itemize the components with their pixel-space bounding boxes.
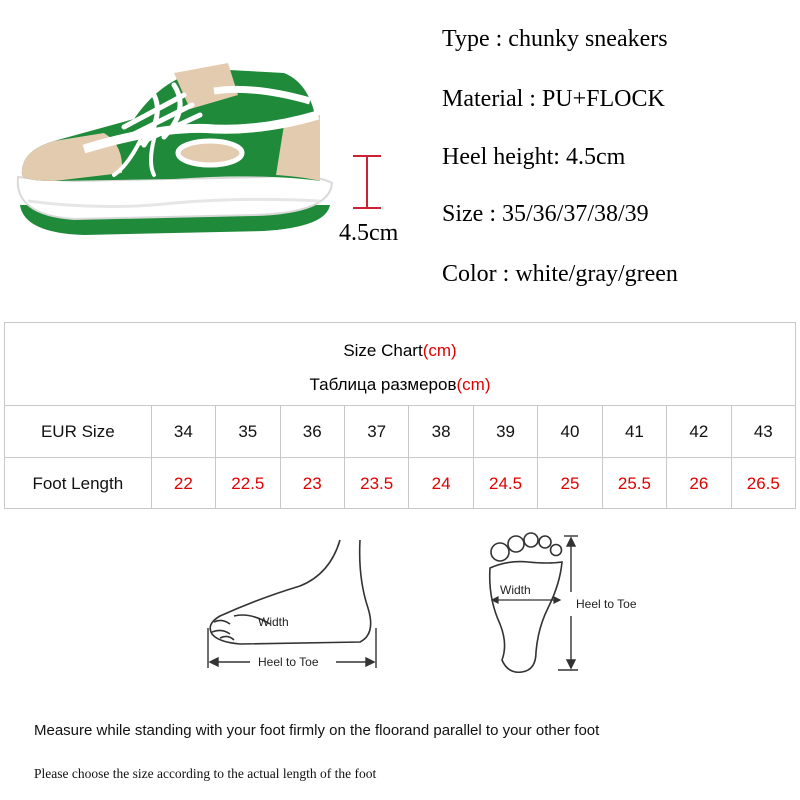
size-chart-title-ru xyxy=(5,375,795,395)
foot-length-cell: 24 xyxy=(408,458,472,509)
foot-length-cell: 26 xyxy=(666,458,730,509)
size-chart-title-unit: (cm) xyxy=(422,341,457,360)
foot-length-cell: 25.5 xyxy=(602,458,666,509)
top-width-label: Width xyxy=(500,583,531,597)
eur-size-cell: 40 xyxy=(537,406,601,458)
heel-height-marker xyxy=(335,150,425,250)
size-chart-table xyxy=(4,322,796,509)
spec-material: Material : PU+FLOCK xyxy=(442,86,665,112)
sneaker-image xyxy=(14,55,340,245)
spec-type: Type : chunky sneakers xyxy=(442,26,668,52)
spec-color: Color : white/gray/green xyxy=(442,261,678,287)
table-row-eur-size xyxy=(5,406,795,458)
side-heel-to-toe-label: Heel to Toe xyxy=(258,655,319,669)
spec-size: Size : 35/36/37/38/39 xyxy=(442,201,649,227)
heel-height-label: 4.5cm xyxy=(339,220,399,246)
eur-size-cell: 41 xyxy=(602,406,666,458)
foot-length-cell: 25 xyxy=(537,458,601,509)
eur-size-cell: 35 xyxy=(215,406,279,458)
size-chart-title xyxy=(5,341,795,361)
measure-instruction: Measure while standing with your foot firmly on the floorand parallel to your other foot xyxy=(34,722,600,739)
top-heel-to-toe-label: Heel to Toe xyxy=(576,597,637,611)
foot-length-cell: 24.5 xyxy=(473,458,537,509)
size-chart-title-ru-text: Таблица размеров xyxy=(309,375,457,394)
foot-length-cell: 22.5 xyxy=(215,458,279,509)
eur-size-cell: 42 xyxy=(666,406,730,458)
size-chart-title-ru-unit: (cm) xyxy=(456,375,491,394)
foot-length-cell: 26.5 xyxy=(731,458,795,509)
size-instruction: Please choose the size according to the actual length of the foot xyxy=(34,766,377,781)
heel-bracket-icon xyxy=(335,150,425,220)
eur-size-cell: 43 xyxy=(731,406,795,458)
side-width-label: Width xyxy=(258,615,289,629)
size-chart-title-text: Size Chart xyxy=(343,341,423,360)
side-foot-diagram xyxy=(200,538,390,678)
row-label-eur-size: EUR Size xyxy=(40,422,115,441)
spec-heel-height: Heel height: 4.5cm xyxy=(442,144,626,170)
top-width-arrow-icon xyxy=(492,597,560,603)
foot-length-cell: 23 xyxy=(280,458,344,509)
eur-size-cell: 38 xyxy=(408,406,472,458)
eur-size-cell: 36 xyxy=(280,406,344,458)
side-foot-outline-icon xyxy=(210,540,370,644)
foot-length-cell: 23.5 xyxy=(344,458,408,509)
eur-size-cell: 39 xyxy=(473,406,537,458)
top-foot-diagram xyxy=(478,528,668,678)
foot-length-cell: 22 xyxy=(151,458,215,509)
top-foot-outline-icon xyxy=(490,533,562,672)
eur-size-cell: 34 xyxy=(151,406,215,458)
table-row-foot-length xyxy=(5,458,795,509)
row-label-foot-length: Foot Length xyxy=(32,473,124,493)
top-heel-to-toe-arrow-icon xyxy=(558,536,578,670)
eur-size-cell: 37 xyxy=(344,406,408,458)
